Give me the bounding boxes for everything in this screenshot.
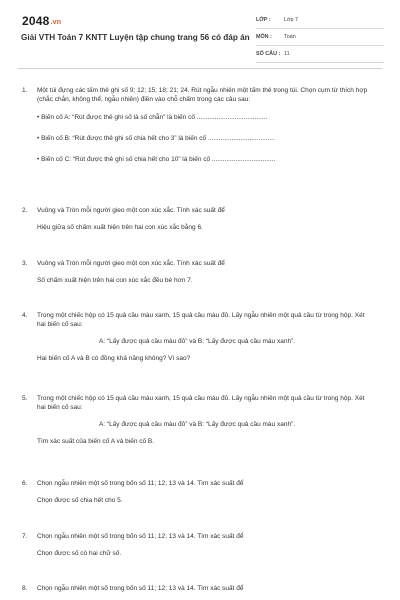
question-number: 6. (22, 480, 28, 487)
meta-value: Lớp 7 (284, 17, 299, 23)
brand-name: 2048 (22, 14, 50, 28)
question-8 (22, 584, 372, 593)
brand-suffix: .vn (50, 19, 62, 26)
option-c: • Biến cố C: “Rút được thẻ ghi số chia hết cho 10” là biến cố ................................... (37, 156, 276, 163)
meta-value: 11 (284, 51, 290, 57)
question-7 (22, 532, 372, 558)
option-a: • Biến cố A: “Rút được thẻ ghi số là số chẵn” là biến cố ....................................... (37, 114, 268, 121)
question-subtext: Chọn được số chia hết cho 5. (37, 497, 123, 504)
question-number: 3. (22, 260, 28, 267)
question-4 (22, 311, 372, 363)
question-text: Chọn ngẫu nhiên một số trong bốn số 11; 12; 13 và 14. Tìm xác suất để (37, 480, 244, 487)
question-number: 4. (22, 312, 28, 319)
question-text: Vuông và Tròn mỗi người gieo một con xúc xắc. Tính xác suất để (37, 207, 225, 214)
meta-row-class (256, 12, 384, 29)
question-number: 7. (22, 533, 28, 540)
brand-logo[interactable] (22, 14, 61, 28)
question-number: 1. (22, 87, 28, 94)
question-subtext: Hiệu giữa số chấm xuất hiện trên hai con xúc xắc bằng 6. (37, 224, 203, 231)
question-text: Trong một chiếc hộp có 15 quả cầu màu xanh, 15 quả cầu màu đỏ. Lấy ngẫu nhiên một quả cầu từ trong hộp. Xét hai biến cố sau: (37, 395, 365, 411)
meta-row-count (256, 46, 384, 63)
question-subtext: Hai biến cố A và B có đồng khả năng không? Vì sao? (37, 355, 191, 362)
question-6 (22, 479, 372, 505)
question-subtext: Chọn được số có hai chữ số. (37, 550, 122, 557)
question-number: 2. (22, 207, 28, 214)
option-b: • Biến cố B: “Rút được thẻ ghi số chia hết cho 3” là biến cố ..................................... (37, 135, 275, 142)
meta-row-subject (256, 29, 384, 46)
question-text: Chọn ngẫu nhiên một số trong bốn số 11; 12; 13 và 14. Tìm xác suất để (37, 585, 244, 592)
question-3 (22, 259, 372, 285)
header-divider (18, 68, 382, 69)
question-events: A: “Lấy được quả cầu màu đỏ” và B: “Lấy được quả cầu màu xanh”. (98, 421, 296, 428)
question-1 (22, 86, 372, 164)
question-events: A: “Lấy được quả cầu màu đỏ” và B: “Lấy được quả cầu màu xanh”. (98, 338, 296, 345)
question-number: 5. (22, 395, 28, 402)
question-text: Một túi đựng các tấm thẻ ghi số 9; 12; 15; 18; 21; 24. Rút ngẫu nhiên một tấm thẻ trong túi. Chọn cụm từ thích hợp (chắc chắn, không thể, ngẫu nhiên) điền vào chỗ chấm trong các câu sau: (37, 87, 368, 103)
question-2 (22, 206, 372, 232)
header (0, 0, 400, 64)
meta-key: MÔN : (256, 34, 272, 40)
question-5 (22, 394, 372, 446)
question-text: Vuông và Tròn mỗi người gieo một con xúc xắc. Tính xác suất để (37, 260, 225, 267)
document-title: Giải VTH Toán 7 KNTT Luyện tập chung trang 56 có đáp án (21, 33, 250, 42)
question-subtext: Số chấm xuất hiện trên hai con xúc xắc đều bé hơn 7. (37, 277, 193, 284)
question-number: 8. (22, 585, 28, 592)
meta-table (256, 12, 384, 63)
question-text: Chọn ngẫu nhiên một số trong bốn số 11; 12; 13 và 14. Tìm xác suất để (37, 533, 244, 540)
question-subtext: Tìm xác suất của biến cố A và biến cố B. (37, 438, 155, 445)
meta-value: Toán (284, 34, 296, 40)
meta-key: LỚP : (256, 17, 271, 23)
meta-key: SỐ CÂU : (256, 51, 281, 57)
question-text: Trong một chiếc hộp có 15 quả cầu màu xanh, 15 quả cầu màu đỏ. Lấy ngẫu nhiên một quả cầu từ trong hộp. Xét hai biến cố sau: (37, 312, 365, 328)
